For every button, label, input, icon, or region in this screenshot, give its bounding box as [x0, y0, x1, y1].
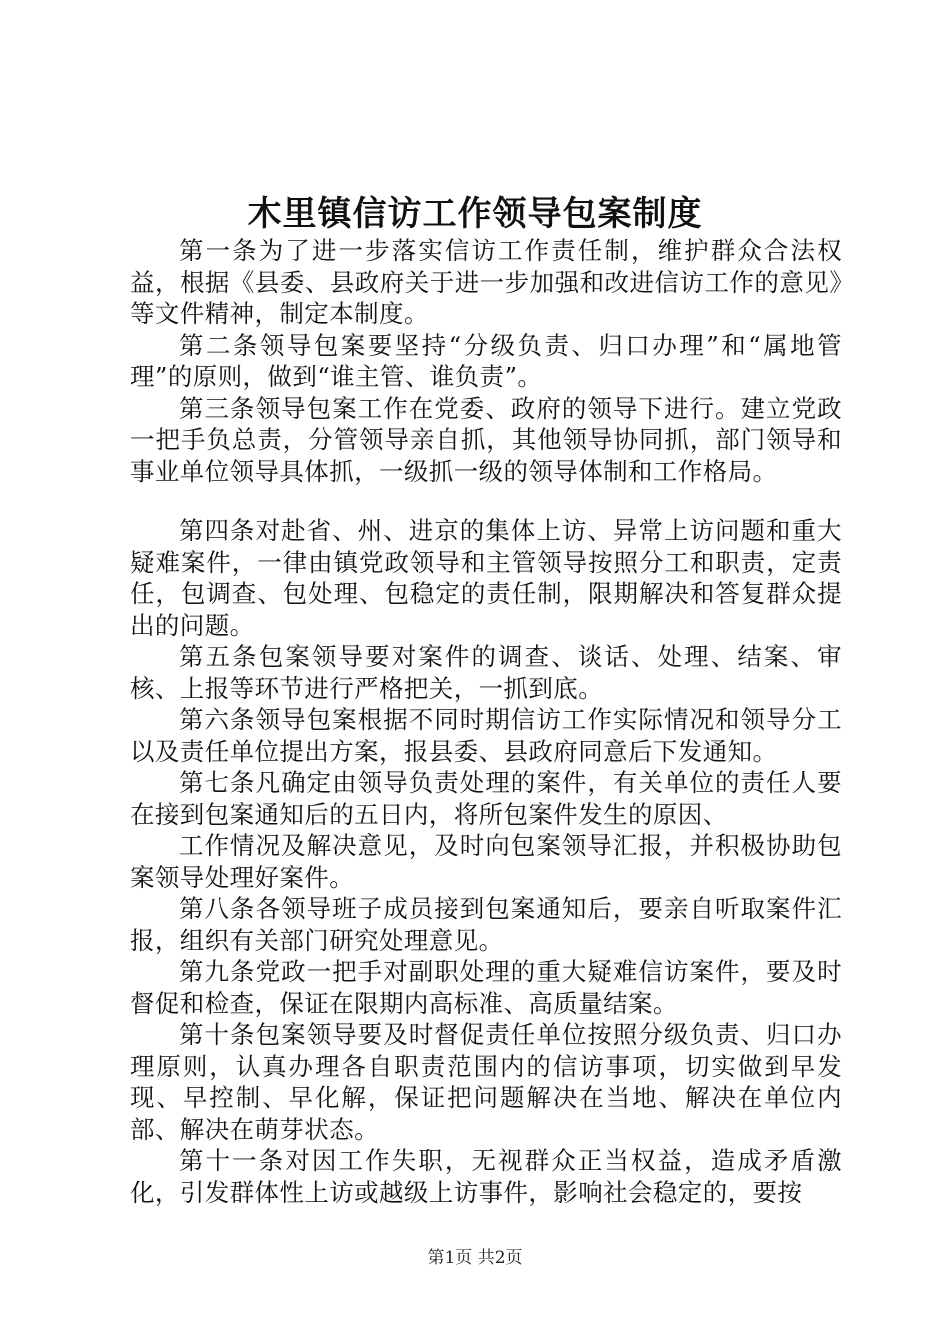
paragraph-article-1: 第一条为了进一步落实信访工作责任制，维护群众合法权益，根据《县委、县政府关于进一步加强和改进信访工作的意见》等文件精神，制定本制度。 — [130, 236, 842, 328]
page-number: 第1页 共2页 — [427, 1248, 523, 1268]
paragraph-article-7: 第七条凡确定由领导负责处理的案件，有关单位的责任人要在接到包案通知后的五日内，将所包案件发生的原因、 — [130, 768, 842, 829]
paragraph-article-10: 第十条包案领导要及时督促责任单位按照分级负责、归口办理原则，认真办理各自职责范围内的信访事项，切实做到早发现、早控制、早化解，保证把问题解决在当地、解决在单位内部、解决在萌芽状态。 — [130, 1020, 842, 1144]
paragraph-article-6: 第六条领导包案根据不同时期信访工作实际情况和领导分工以及责任单位提出方案，报县委、县政府同意后下发通知。 — [130, 705, 842, 766]
document-body — [130, 235, 842, 1208]
paragraph-article-9: 第九条党政一把手对副职处理的重大疑难信访案件，要及时督促和检查，保证在限期内高标准、高质量结案。 — [130, 957, 842, 1018]
paragraph-article-5: 第五条包案领导要对案件的调查、谈话、处理、结案、审核、上报等环节进行严格把关，一抓到底。 — [130, 642, 842, 703]
document-title: 木里镇信访工作领导包案制度 — [247, 194, 703, 234]
paragraph-article-11: 第十一条对因工作失职，无视群众正当权益，造成矛盾激化，引发群体性上访或越级上访事件，影响社会稳定的，要按 — [130, 1146, 842, 1207]
paragraph-article-8: 第八条各领导班子成员接到包案通知后，要亲自听取案件汇报，组织有关部门研究处理意见。 — [130, 894, 842, 955]
paragraph-article-4: 第四条对赴省、州、进京的集体上访、异常上访问题和重大疑难案件，一律由镇党政领导和主管领导按照分工和职责，定责任，包调查、包处理、包稳定的责任制，限期解决和答复群众提出的问题。 — [130, 516, 842, 640]
paragraph-article-7-continued: 工作情况及解决意见，及时向包案领导汇报，并积极协助包案领导处理好案件。 — [130, 831, 842, 892]
paragraph-article-3: 第三条领导包案工作在党委、政府的领导下进行。建立党政一把手负总责，分管领导亲自抓，其他领导协同抓，部门领导和事业单位领导具体抓，一级抓一级的领导体制和工作格局。 — [130, 393, 842, 486]
paragraph-article-2: 第二条领导包案要坚持“分级负责、归口办理”和“属地管理”的原则，做到“谁主管、谁负责”。 — [130, 330, 842, 391]
